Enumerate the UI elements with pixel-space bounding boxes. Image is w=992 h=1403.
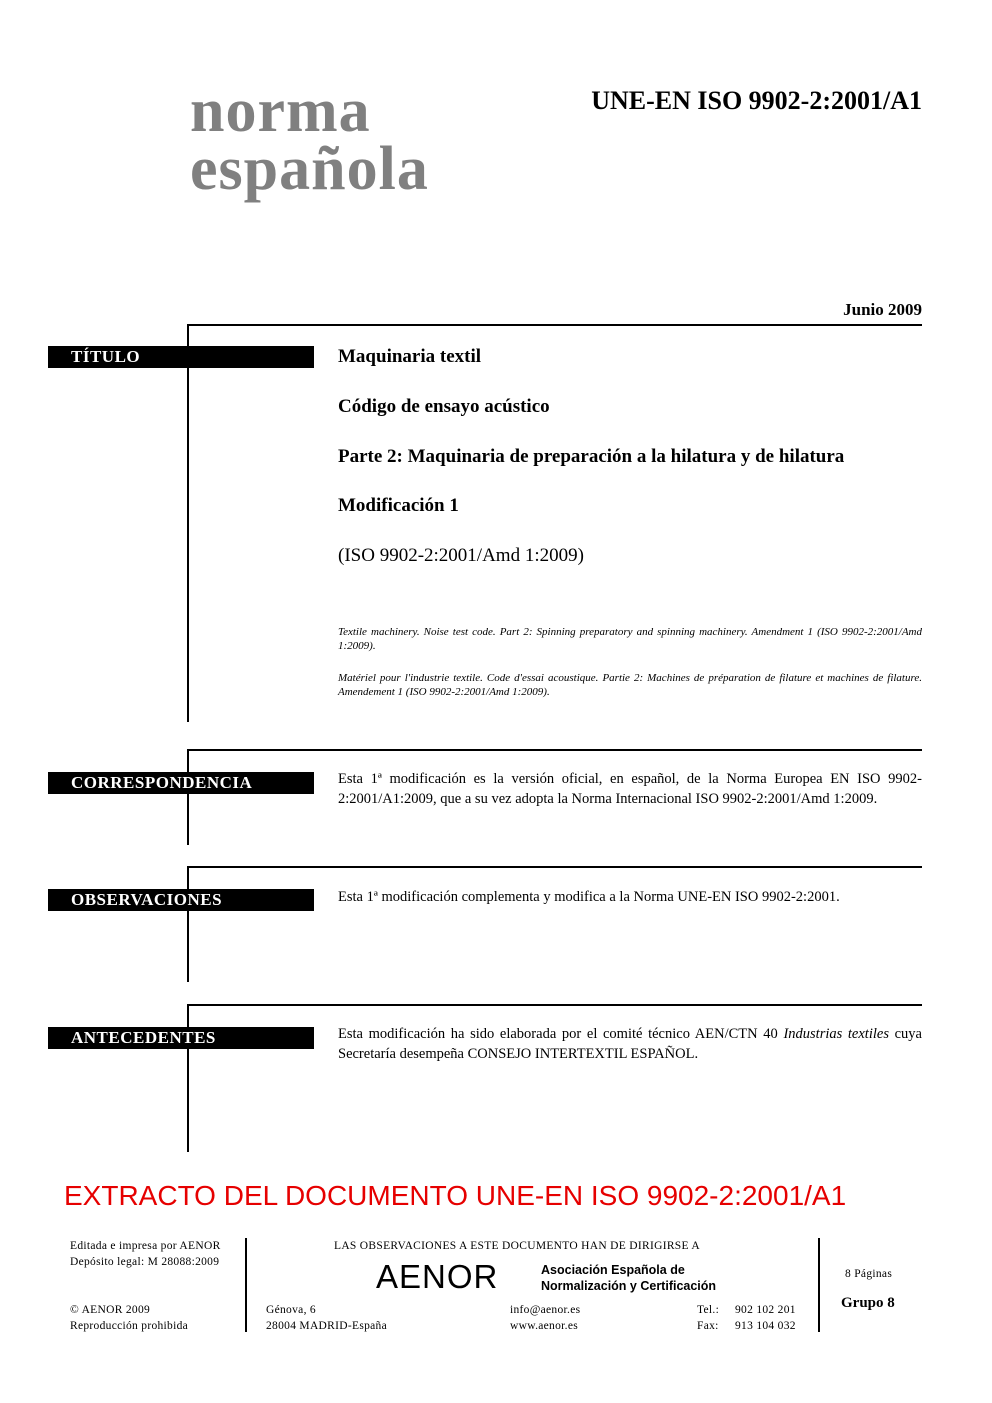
section-divider [187, 749, 922, 751]
footer-observations-note: LAS OBSERVACIONES A ESTE DOCUMENTO HAN DE DIRIGIRSE A [334, 1240, 700, 1252]
footer-divider [245, 1238, 247, 1332]
footer-reproduction: Reproducción prohibida [70, 1320, 189, 1332]
label-observaciones: OBSERVACIONES [48, 889, 314, 911]
section-vertical-rule [187, 749, 189, 845]
antecedentes-text-before: Esta modificación ha sido elaborada por el comité técnico AEN/CTN 40 [338, 1026, 784, 1042]
brand-line-1: norma [190, 77, 371, 145]
publication-date: Junio 2009 [843, 300, 922, 319]
title-line-3: Parte 2: Maquinaria de preparación a la hilatura y de hilatura [338, 446, 845, 467]
antecedentes-committee: Industrias textiles [783, 1026, 889, 1042]
footer-copyright: © AENOR 2009 [70, 1304, 151, 1316]
antecedentes-text [338, 1024, 922, 1064]
footer-address-line-1: Génova, 6 [266, 1304, 316, 1316]
brand-line-2: española [190, 135, 429, 203]
footer-edited: Editada e impresa por AENOR [70, 1240, 221, 1252]
extract-banner: EXTRACTO DEL DOCUMENTO UNE-EN ISO 9902-2:2001/A1 [64, 1180, 847, 1211]
footer-pages: 8 Páginas [845, 1268, 893, 1280]
standard-code: UNE-EN ISO 9902-2:2001/A1 [591, 86, 922, 115]
title-line-5: (ISO 9902-2:2001/Amd 1:2009) [338, 545, 584, 566]
footer-tel-label: Tel.: [697, 1304, 720, 1316]
footer-website[interactable]: www.aenor.es [510, 1320, 579, 1332]
correspondencia-text: Esta 1ª modificación es la versión oficial, en español, de la Norma Europea EN ISO 9902-2:2001/A1:2009, que a su vez adopta la Norma Internacional ISO 9902-2:2001/Amd 1:2009. [338, 771, 922, 807]
title-line-2: Código de ensayo acústico [338, 396, 550, 417]
footer-deposit: Depósito legal: M 28088:2009 [70, 1256, 220, 1268]
section-divider [187, 866, 922, 868]
aenor-logo: AENOR [376, 1258, 499, 1295]
footer-divider [818, 1238, 820, 1332]
section-vertical-rule [187, 324, 189, 722]
title-line-4: Modificación 1 [338, 495, 459, 516]
label-correspondencia: CORRESPONDENCIA [48, 772, 314, 794]
section-divider [187, 324, 922, 326]
footer-email[interactable]: info@aenor.es [510, 1304, 581, 1316]
antecedentes-text-after: cuya Secretaría desempeña CONSEJO INTERTEXTIL ESPAÑOL. [338, 1026, 922, 1062]
footer-group: Grupo 8 [841, 1295, 895, 1311]
footer-fax: 913 104 032 [735, 1320, 796, 1332]
aenor-subtitle-line-1: Asociación Española de [541, 1263, 685, 1277]
observaciones-text: Esta 1ª modificación complementa y modifica a la Norma UNE-EN ISO 9902-2:2001. [338, 889, 840, 905]
brand-title [190, 77, 429, 203]
title-line-1: Maquinaria textil [338, 346, 482, 367]
section-vertical-rule [187, 866, 189, 982]
section-divider [187, 1004, 922, 1006]
label-antecedentes: ANTECEDENTES [48, 1027, 314, 1049]
english-title: Textile machinery. Noise test code. Part 2: Spinning preparatory and spinning machinery. Amendment 1 (ISO 9902-2:2001/Amd 1:2009). [338, 626, 922, 652]
aenor-subtitle [541, 1262, 716, 1294]
label-titulo: TÍTULO [48, 346, 314, 368]
french-title: Matériel pour l'industrie textile. Code d'essai acoustique. Partie 2: Machines de préparation de filature et machines de filature. Amendement 1 (ISO 9902-2:2001/Amd 1:2009). [338, 672, 922, 698]
footer-address-line-2: 28004 MADRID-España [266, 1320, 388, 1332]
aenor-subtitle-line-2: Normalización y Certificación [541, 1279, 717, 1293]
footer-fax-label: Fax: [697, 1320, 719, 1332]
footer-tel: 902 102 201 [735, 1304, 796, 1316]
